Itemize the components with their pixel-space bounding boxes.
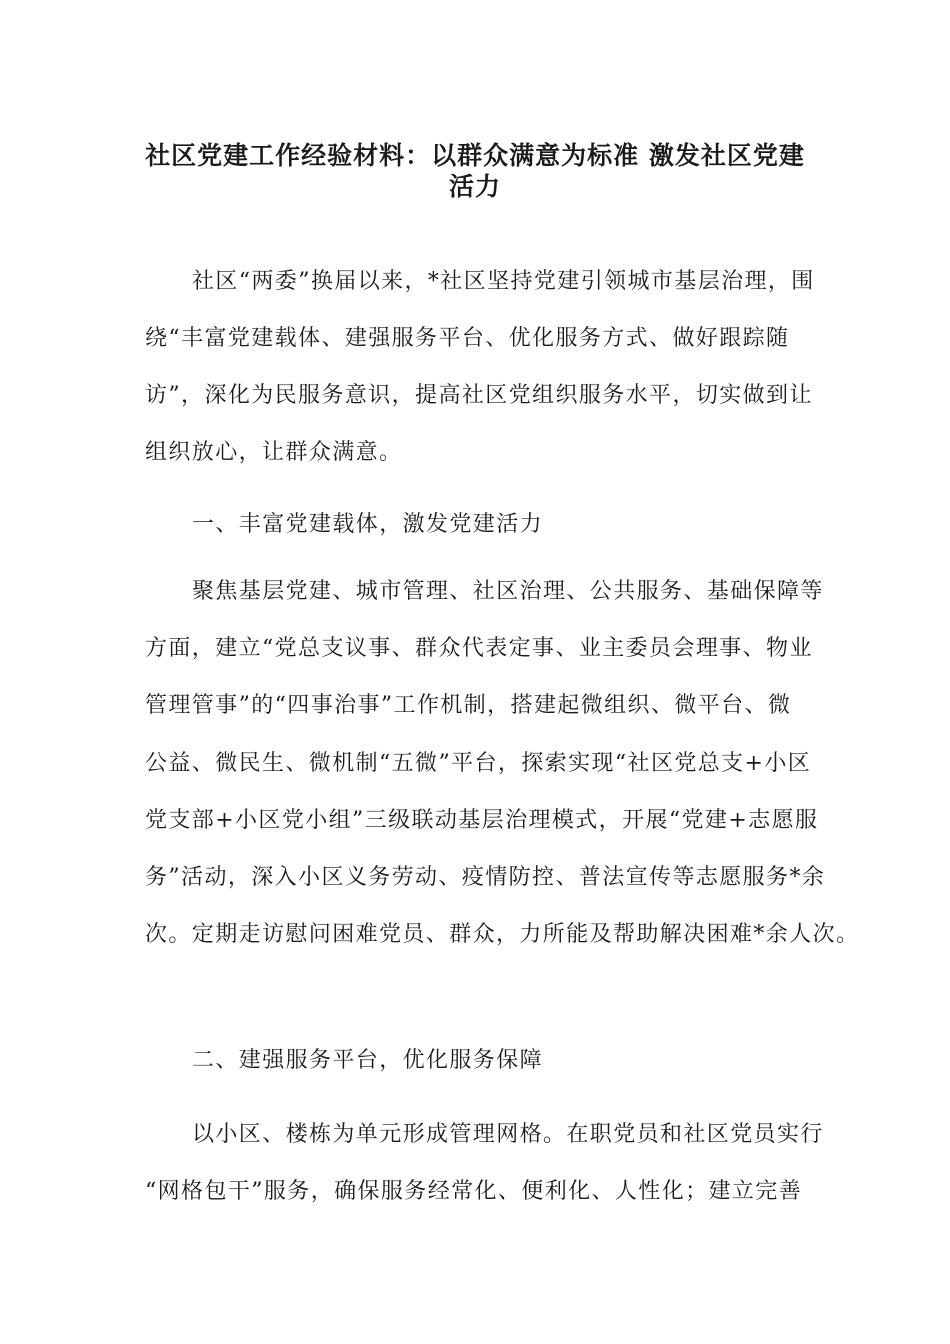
section1-line-2: 方面，建立“党总支议事、群众代表定事、业主委员会理事、物业 bbox=[145, 636, 813, 661]
section1-heading: 一、丰富党建载体，激发党建活力 bbox=[192, 512, 544, 537]
intro-line-4: 组织放心，让群众满意。 bbox=[145, 440, 403, 465]
section2-heading: 二、建强服务平台，优化服务保障 bbox=[192, 1048, 544, 1073]
section2-line-2: “网格包干”服务，确保服务经常化、便利化、人性化；建立完善 bbox=[145, 1179, 803, 1204]
section1-line-5: 党支部+小区党小组”三级联动基层治理模式，开展“党建+志愿服 bbox=[145, 808, 819, 833]
intro-line-1: 社区“两委”换届以来，*社区坚持党建引领城市基层治理，围 bbox=[192, 269, 815, 294]
section2-line-1: 以小区、楼栋为单元形成管理网格。在职党员和社区党员实行 bbox=[192, 1122, 824, 1147]
section1-line-1: 聚焦基层党建、城市管理、社区治理、公共服务、基础保障等 bbox=[192, 579, 824, 604]
section1-line-4: 公益、微民生、微机制“五微”平台，探索实现“社区党总支+小区 bbox=[145, 751, 812, 776]
section1-line-3: 管理管事”的“四事治事”工作机制，搭建起微组织、微平台、微 bbox=[145, 693, 792, 718]
document-title-line-1: 社区党建工作经验材料：以群众满意为标准 激发社区党建 bbox=[145, 141, 805, 170]
document-title-line-2: 活力 bbox=[448, 172, 501, 201]
section1-line-7: 次。定期走访慰问困难党员、群众，力所能及帮助解决困难*余人次。 bbox=[145, 922, 860, 947]
section1-line-6: 务”活动，深入小区义务劳动、疫情防控、普法宣传等志愿服务*余 bbox=[145, 865, 826, 890]
intro-line-3: 访”，深化为民服务意识，提高社区党组织服务水平，切实做到让 bbox=[145, 383, 813, 408]
intro-line-2: 绕“丰富党建载体、建强服务平台、优化服务方式、做好跟踪随 bbox=[145, 326, 790, 351]
